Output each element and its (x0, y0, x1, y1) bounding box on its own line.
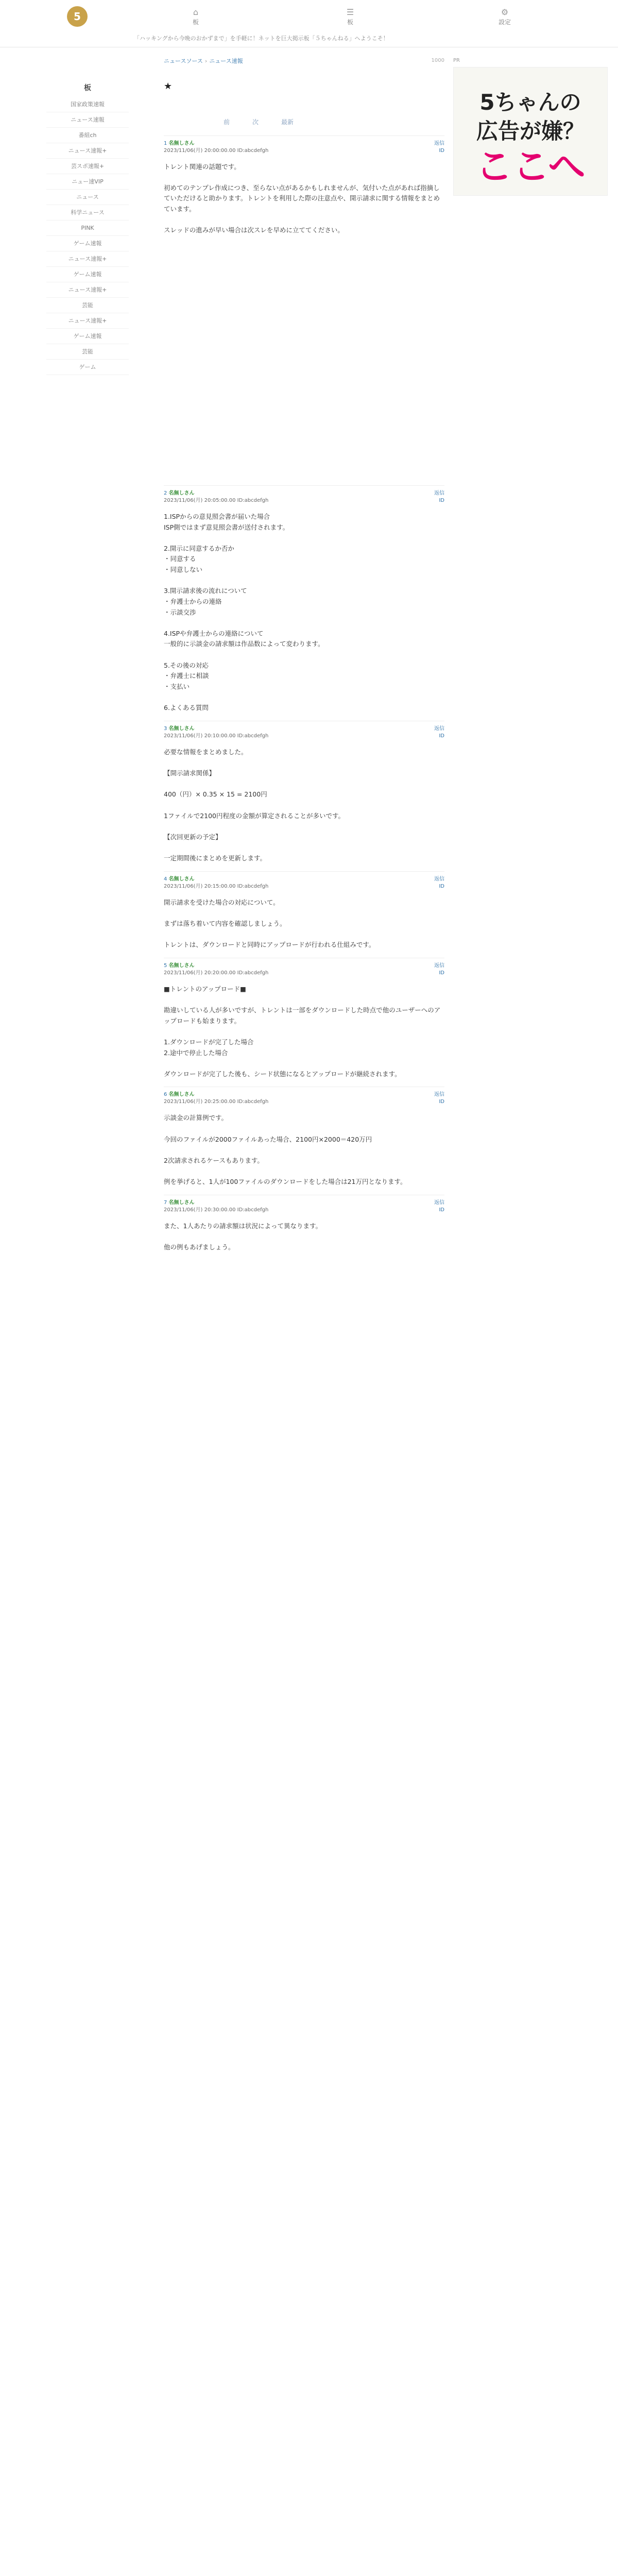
sidebar-item[interactable]: 芸能 (46, 298, 129, 313)
sidebar-item[interactable]: ニュース速報+ (46, 143, 129, 159)
reply-button[interactable]: 返信 (434, 490, 444, 496)
tab-latest[interactable]: 最新 (281, 118, 294, 126)
sidebar-item[interactable]: ニュース速報+ (46, 313, 129, 329)
reply-button[interactable]: 返信 (434, 725, 444, 732)
tab-next[interactable]: 次 (252, 118, 259, 126)
reply-button[interactable]: 返信 (434, 1199, 444, 1206)
embedded-content-area (164, 236, 444, 478)
id-button[interactable]: ID (439, 883, 444, 889)
post-actions (434, 725, 444, 740)
post-author: 名無しさん (168, 725, 195, 732)
breadcrumb (164, 57, 444, 66)
post-date: 2023/11/06(月) 20:15:00.00 (164, 883, 236, 889)
post-header (164, 490, 444, 504)
nav-label: 板 (192, 19, 199, 26)
post-number[interactable]: 1 (164, 140, 167, 146)
sidebar-item[interactable]: ゲーム (46, 360, 129, 375)
post-actions (434, 1091, 444, 1106)
thread-tabs (164, 117, 444, 128)
nav-item-home[interactable] (170, 7, 221, 27)
post-actions (434, 1199, 444, 1214)
id-button[interactable]: ID (439, 733, 444, 739)
id-button[interactable]: ID (439, 1099, 444, 1105)
breadcrumb-separator: › (204, 58, 208, 64)
board-sidebar (46, 82, 129, 375)
post-number[interactable]: 6 (164, 1092, 167, 1098)
ad-line-1: 5ちゃんの (479, 90, 581, 115)
thread-title: ★ (164, 80, 173, 92)
post-date: 2023/11/06(月) 20:10:00.00 (164, 733, 236, 739)
sidebar-item[interactable]: 芸スポ速報+ (46, 159, 129, 174)
post-header (164, 876, 444, 890)
post-header (164, 962, 444, 977)
post-number[interactable]: 5 (164, 962, 167, 969)
gear-icon: ⚙ (501, 7, 509, 17)
sidebar-title: 板 (84, 84, 91, 92)
id-button[interactable]: ID (439, 970, 444, 976)
post-id[interactable]: ID:abcdefgh (237, 147, 269, 154)
post (164, 1195, 444, 1253)
post (164, 958, 444, 1080)
post-body: 必要な情報をまとめました。 【開示請求関係】 400（円）× 0.35 × 15 = 2100円 1ファイルで2100円程度の金額が算定されることが多いです。 【次回更新の予定】 一定期間後にまとめを更新します。 (164, 748, 345, 862)
nav-label: 設定 (498, 19, 511, 26)
ad-banner[interactable] (453, 67, 608, 196)
nav-item-boards[interactable] (324, 7, 376, 27)
post-header (164, 140, 444, 155)
post-author: 名無しさん (168, 140, 195, 146)
post (164, 721, 444, 864)
sidebar-item[interactable]: ゲーム速報 (46, 329, 129, 344)
post-header (164, 1199, 444, 1214)
post-body: ■トレントのアップロード■ 勘違いしている人が多いですが、トレントは一部をダウンロードした時点で他のユーザーへのアップロードも始まります。 1.ダウンロードが完了した場合 2.途中で停止した場合 ダウンロードが完了した後も、シード状態になるとアップロードが継続されます。 (164, 985, 441, 1078)
nav-label: 板 (347, 19, 353, 26)
ad-line-3: ここへ (475, 145, 586, 188)
sidebar-item[interactable]: 科学ニュース (46, 205, 129, 221)
post-actions (434, 140, 444, 155)
post-number[interactable]: 2 (164, 490, 167, 496)
ad-line-2: 広告が嫌？ (476, 118, 585, 144)
post-author: 名無しさん (168, 962, 195, 969)
post-id[interactable]: ID:abcdefgh (237, 733, 269, 739)
post-date: 2023/11/06(月) 20:20:00.00 (164, 970, 236, 976)
id-button[interactable]: ID (439, 1207, 444, 1213)
sidebar-item[interactable]: ニュース速報+ (46, 282, 129, 298)
top-bar (0, 0, 618, 47)
post-id[interactable]: ID:abcdefgh (237, 497, 269, 503)
post-author: 名無しさん (168, 876, 195, 882)
post-number[interactable]: 7 (164, 1199, 167, 1206)
post-header (164, 725, 444, 740)
reply-button[interactable]: 返信 (434, 962, 444, 969)
post-author: 名無しさん (168, 1092, 195, 1098)
sidebar-item[interactable]: ニュー速VIP (46, 174, 129, 190)
site-tagline: 「ハッキングから今晩のおかずまで」を手軽に！ネットを巨大掲示板「５ちゃんねる」へようこそ！ (134, 35, 389, 42)
thread-main (164, 57, 444, 1253)
reply-button[interactable]: 返信 (434, 140, 444, 146)
post-number[interactable]: 4 (164, 876, 167, 882)
tab-prev[interactable]: 前 (224, 118, 230, 126)
post-id[interactable]: ID:abcdefgh (237, 883, 269, 889)
post-id[interactable]: ID:abcdefgh (237, 1099, 269, 1105)
post-actions (434, 962, 444, 977)
post-id[interactable]: ID:abcdefgh (237, 1207, 269, 1213)
ad-label: PR (453, 58, 460, 63)
sidebar-item[interactable]: 国家政策速報 (46, 97, 129, 112)
nav-item-settings[interactable] (479, 7, 530, 27)
post-date: 2023/11/06(月) 20:00:00.00 (164, 147, 236, 154)
post-id[interactable]: ID:abcdefgh (237, 970, 269, 976)
post-number[interactable]: 3 (164, 725, 167, 732)
reply-button[interactable]: 返信 (434, 876, 444, 882)
breadcrumb-link[interactable]: ニュースソース (164, 58, 203, 64)
post-actions (434, 876, 444, 890)
reply-button[interactable]: 返信 (434, 1092, 444, 1098)
post-actions (434, 490, 444, 504)
post-body: また、1人あたりの請求額は状況によって異なります。 他の例もあげましょう。 (164, 1222, 322, 1251)
sidebar-item[interactable]: ゲーム速報 (46, 267, 129, 282)
post-author: 名無しさん (168, 490, 195, 496)
post-date: 2023/11/06(月) 20:05:00.00 (164, 497, 236, 503)
post-author: 名無しさん (168, 1199, 195, 1206)
top-nav (170, 7, 530, 27)
menu-icon: ☰ (346, 7, 354, 17)
site-logo[interactable]: 5 (67, 6, 88, 27)
post-body: 開示請求を受けた場合の対応について。 まずは落ち着いて内容を確認しましょう。 トレントは、ダウンロードと同時にアップロードが行われる仕組みです。 (164, 898, 375, 949)
sidebar-item[interactable]: ゲーム速報 (46, 236, 129, 251)
sidebar-item[interactable]: ニュース速報 (46, 112, 129, 128)
id-button[interactable]: ID (439, 497, 444, 503)
post (164, 1087, 444, 1187)
post (164, 485, 444, 714)
id-button[interactable]: ID (439, 147, 444, 154)
post-header (164, 1091, 444, 1106)
sidebar-item[interactable]: PINK (46, 221, 129, 236)
sidebar-item[interactable]: 番組ch (46, 128, 129, 143)
sidebar-item[interactable]: ニュース速報+ (46, 251, 129, 267)
post-body: トレント関連の話題です。 初めてのテンプレ作成につき、至らない点があるかもしれませんが、気付いた点があれば指摘していただけると助かります。トレントを利用した際の注意点や、開示請求に関する情報をまとめています。 スレッドの進みが早い場合は次スレを早めに立ててください。 (164, 162, 440, 234)
post-body: 1.ISPからの意見照会書が届いた場合 ISP側ではまず意見照会書が送付されます。 2.開示に同意するか否か ・同意する ・同意しない 3.開示請求後の流れについて ・弁護士からの連絡 ・示談交渉 4.ISPや弁護士からの連絡について 一般的に示談金の請求額は作品数によって変わります。 5.その後の対応 ・弁護士に相談 ・支払い 6.よくある質問 (164, 512, 324, 712)
post (164, 871, 444, 951)
breadcrumb-link[interactable]: ニュース速報 (209, 58, 243, 64)
home-icon: ⌂ (193, 7, 199, 17)
thread-meta: 1000 (431, 58, 444, 63)
post-date: 2023/11/06(月) 20:25:00.00 (164, 1099, 236, 1105)
post (164, 135, 444, 478)
post-date: 2023/11/06(月) 20:30:00.00 (164, 1207, 236, 1213)
sidebar-item[interactable]: 芸能 (46, 344, 129, 360)
post-body: 示談金の計算例です。 今回のファイルが2000ファイルあった場合、2100円×2000＝420万円 2次請求されるケースもあります。 例を挙げると、1人が100ファイルのダウンロードをした場合は21万円となります。 (164, 1114, 407, 1186)
ad-panel (453, 57, 608, 196)
sidebar-item[interactable]: ニュース (46, 190, 129, 205)
